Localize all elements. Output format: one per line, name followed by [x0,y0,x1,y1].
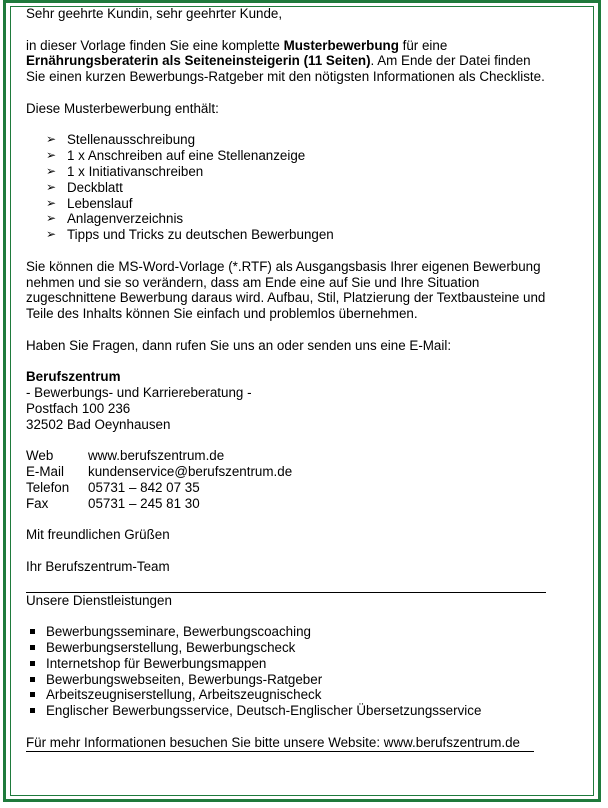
email-link[interactable]: kundenservice@berufszentrum.de [88,464,293,480]
contents-list [26,132,546,243]
list-item: Englischer Bewerbungsservice, Deutsch-Englischer Übersetzungsservice [26,703,546,719]
list-item: ➢ Tipps und Tricks zu deutschen Bewerbungen [46,227,334,243]
contact-row-email: E-Mail kundenservice@berufszentrum.de [26,464,293,480]
company-tagline: - Bewerbungs- und Karriereberatung - [26,385,252,401]
list-item: ➢ Deckblatt [46,179,123,195]
list-item: Bewerbungswebseiten, Bewerbungs-Ratgeber [26,672,546,688]
services-heading: Unsere Dienstleistungen [26,592,172,608]
company-name: Berufszentrum [26,369,121,385]
list-item: Bewerbungsseminare, Bewerbungscoaching [26,624,546,640]
contact-row-phone: Telefon 05731 – 842 07 35 [26,479,200,495]
arrow-bullet-icon: ➢ [46,132,57,147]
contains-heading: Diese Musterbewerbung enthält: [26,100,219,116]
address-line-2: 32502 Bad Oeynhausen [26,416,171,432]
arrow-bullet-icon: ➢ [46,179,57,194]
greeting: Sehr geehrte Kundin, sehr geehrter Kunde, [26,6,283,21]
list-item: ➢ Stellenausschreibung [46,132,196,148]
arrow-bullet-icon: ➢ [46,195,57,210]
list-item: Internetshop für Bewerbungsmappen [26,656,546,672]
list-item: ➢ 1 x Initiativanschreiben [46,163,204,179]
contact-block [26,448,546,511]
list-item: ➢ 1 x Anschreiben auf eine Stellenanzeige [46,148,306,164]
contact-row-fax: Fax 05731 – 245 81 30 [26,495,200,511]
footer-rule [26,751,534,752]
list-item: Bewerbungserstellung, Bewerbungscheck [26,640,546,656]
services-list [26,624,546,719]
square-bullet-icon [30,692,35,697]
list-item: ➢ Anlagenverzeichnis [46,211,184,227]
arrow-bullet-icon: ➢ [46,211,57,226]
letter-body [26,6,546,752]
square-bullet-icon [30,677,35,682]
intro-paragraph: in dieser Vorlage finden Sie eine komplette Musterbewerbung für eine Ernährungsberaterin als Seiteneinsteigerin (11 Seiten). Am Ende der Datei finden Sie einen kurzen Bewerbungs-Ratgeber mit den nötigsten Informationen als Checkliste. [26,37,545,85]
signature: Ihr Berufszentrum-Team [26,558,170,574]
list-item: Arbeitszeugniserstellung, Arbeitszeugnischeck [26,687,546,703]
footer-website-line: Für mehr Informationen besuchen Sie bitte unsere Website: www.berufszentrum.de [26,734,520,750]
square-bullet-icon [30,661,35,666]
usage-paragraph: Sie können die MS-Word-Vorlage (*.RTF) als Ausgangsbasis Ihrer eigenen Bewerbung nehmen und sie so verändern, dass am Ende eine auf Sie und Ihre Situation zugeschnittene Bewerbung daraus wird. Aufbau, Stil, Platzierung der Textbausteine und Teile des Inhalts können Sie einfach und problemlos übernehmen. [26,258,546,322]
arrow-bullet-icon: ➢ [46,148,57,163]
list-item: ➢ Lebenslauf [46,195,133,211]
square-bullet-icon [30,645,35,650]
square-bullet-icon [30,629,35,634]
address-line-1: Postfach 100 236 [26,400,131,416]
closing: Mit freundlichen Grüßen [26,527,170,543]
square-bullet-icon [30,708,35,713]
web-link[interactable]: www.berufszentrum.de [88,448,225,464]
arrow-bullet-icon: ➢ [46,227,57,242]
contact-row-web: Web www.berufszentrum.de [26,448,225,464]
arrow-bullet-icon: ➢ [46,163,57,178]
questions-line: Haben Sie Fragen, dann rufen Sie uns an oder senden uns eine E-Mail: [26,337,452,353]
